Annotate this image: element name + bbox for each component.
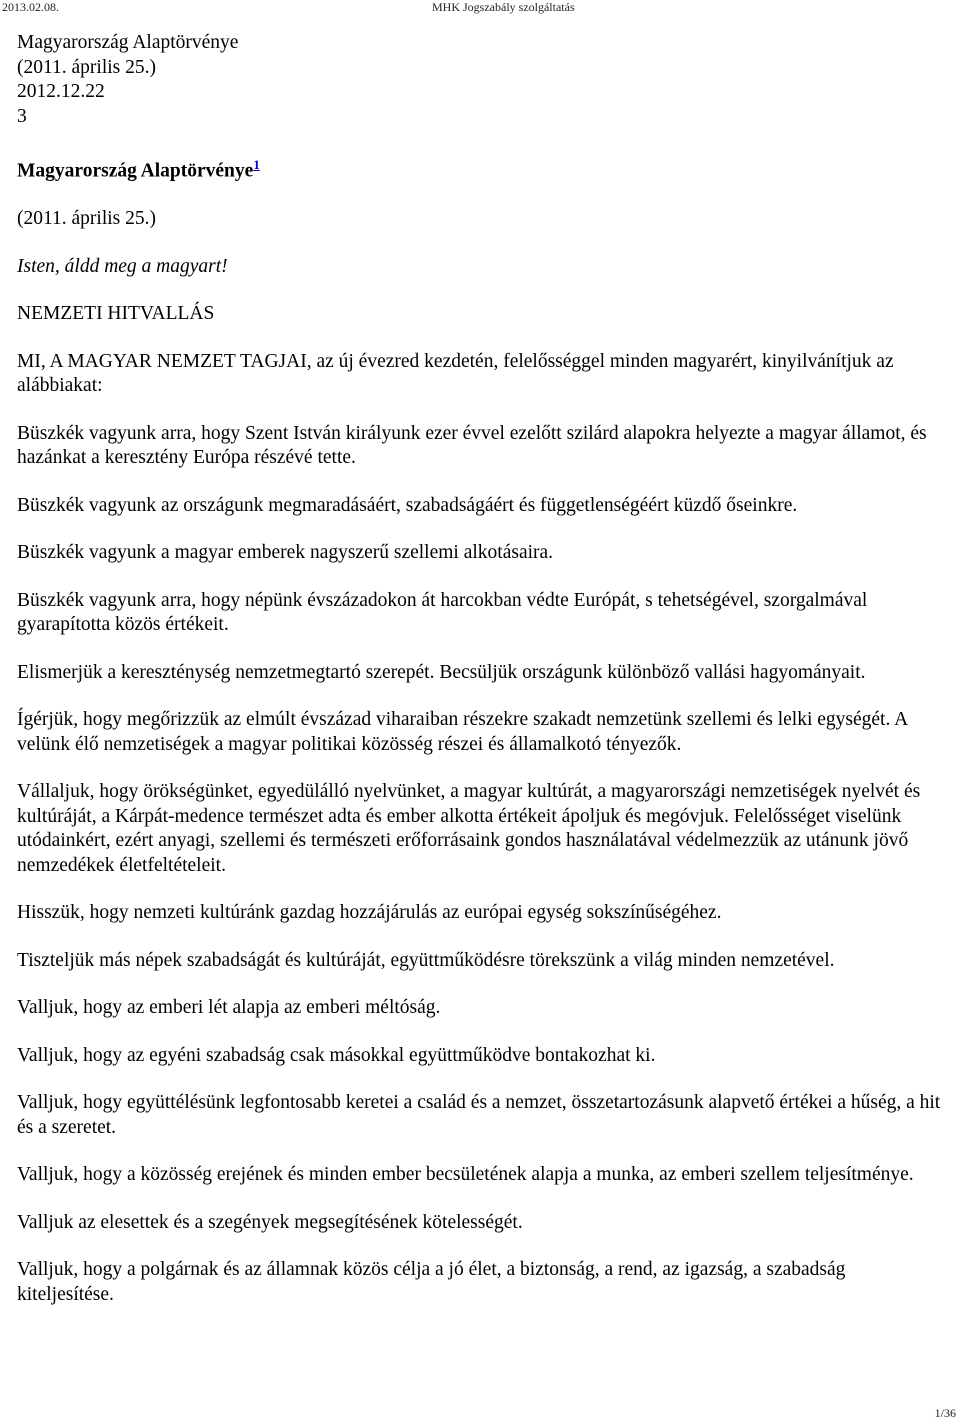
print-header (0, 0, 960, 14)
print-date: 2013.02.08. (2, 0, 59, 14)
paragraph: Ígérjük, hogy megőrizzük az elmúlt évszázad viharaiban részekre szakadt nemzetünk szellemi és lelki egységét. A velünk élő nemzetiségek a magyar politikai közösség részei és államalkotó tényezők. (17, 709, 908, 755)
paragraph: Büszkék vagyunk az országunk megmaradásáért, szabadságáért és függetlenségéért küzdő őseinkre. (17, 494, 798, 516)
meta-date: (2011. április 25.) (17, 56, 157, 78)
print-site-name: MHK Jogszabály szolgáltatás (432, 0, 575, 14)
paragraph: Büszkék vagyunk a magyar emberek nagyszerű szellemi alkotásaira. (17, 542, 554, 563)
document-body (17, 31, 947, 1307)
meta-title: Magyarország Alaptörvénye (17, 32, 239, 53)
document-date: (2011. április 25.) (17, 208, 157, 229)
paragraph: Valljuk, hogy együttélésünk legfontosabb keretei a család és a nemzet, összetartozásunk alapvető értékei a hűség, a hit és a szeretet. (17, 1092, 941, 1138)
section-heading: NEMZETI HITVALLÁS (17, 303, 215, 324)
motto: Isten, áldd meg a magyart! (17, 255, 228, 277)
paragraph: Hisszük, hogy nemzeti kultúránk gazdag hozzájárulás az európai egység sokszínűségéhez. (17, 902, 722, 923)
paragraph: MI, A MAGYAR NEMZET TAGJAI, az új évezred kezdetén, felelősséggel minden magyarért, kinyilvánítjuk az alábbiakat: (17, 350, 894, 396)
paragraph: Büszkék vagyunk arra, hogy Szent István királyunk ezer évvel ezelőtt szilárd alapokra helyezte a magyar államot, és hazánkat a keresztény Európa részévé tette. (17, 422, 927, 468)
paragraph: Valljuk, hogy a polgárnak és az államnak közös célja a jó élet, a biztonság, a rend, az igazság, a szabadság kiteljesítése. (17, 1259, 846, 1305)
paragraph: Valljuk, hogy az egyéni szabadság csak másokkal együttműködve bontakozhat ki. (17, 1044, 656, 1066)
paragraph: Vállaljuk, hogy örökségünket, egyedülálló nyelvünket, a magyar kultúrát, a magyarországi nemzetiségek nyelvét és kultúráját, a Kárpát-medence természet adta és ember alkotta értékeit ápoljuk és megóvjuk. Felelősséget viselünk utódainkért, ezért anyagi, szellemi és természeti erőforrásaink gondos használatával védelmezzük az utánunk jövő nemzedékek életfeltételeit. (17, 781, 921, 876)
meta-version: 2012.12.22 (17, 81, 105, 102)
paragraph: Büszkék vagyunk arra, hogy népünk évszázadokon át harcokban védte Európát, s tehetségével, szorgalmával gyarapította közös értékeit. (17, 589, 868, 635)
paragraph: Valljuk, hogy a közösség erejének és minden ember becsületének alapja a munka, az emberi szellem teljesítménye. (17, 1164, 914, 1185)
paragraph: Valljuk az elesettek és a szegények megsegítésének kötelességét. (17, 1211, 523, 1233)
title-text: Magyarország Alaptörvénye (17, 160, 254, 182)
paragraph: Valljuk, hogy az emberi lét alapja az emberi méltóság. (17, 997, 441, 1018)
paragraph: Tiszteljük más népek szabadságát és kultúráját, együttműködésre törekszünk a világ minden nemzetével. (17, 949, 835, 971)
document-meta (17, 31, 947, 129)
paragraph: Elismerjük a kereszténység nemzetmegtartó szerepét. Becsüljük országunk különböző vallási hagyományait. (17, 661, 866, 683)
meta-number: 3 (17, 105, 27, 127)
page-number: 1/36 (934, 1406, 956, 1420)
footnote-link[interactable]: 1 (253, 157, 260, 172)
document-title (17, 152, 947, 184)
